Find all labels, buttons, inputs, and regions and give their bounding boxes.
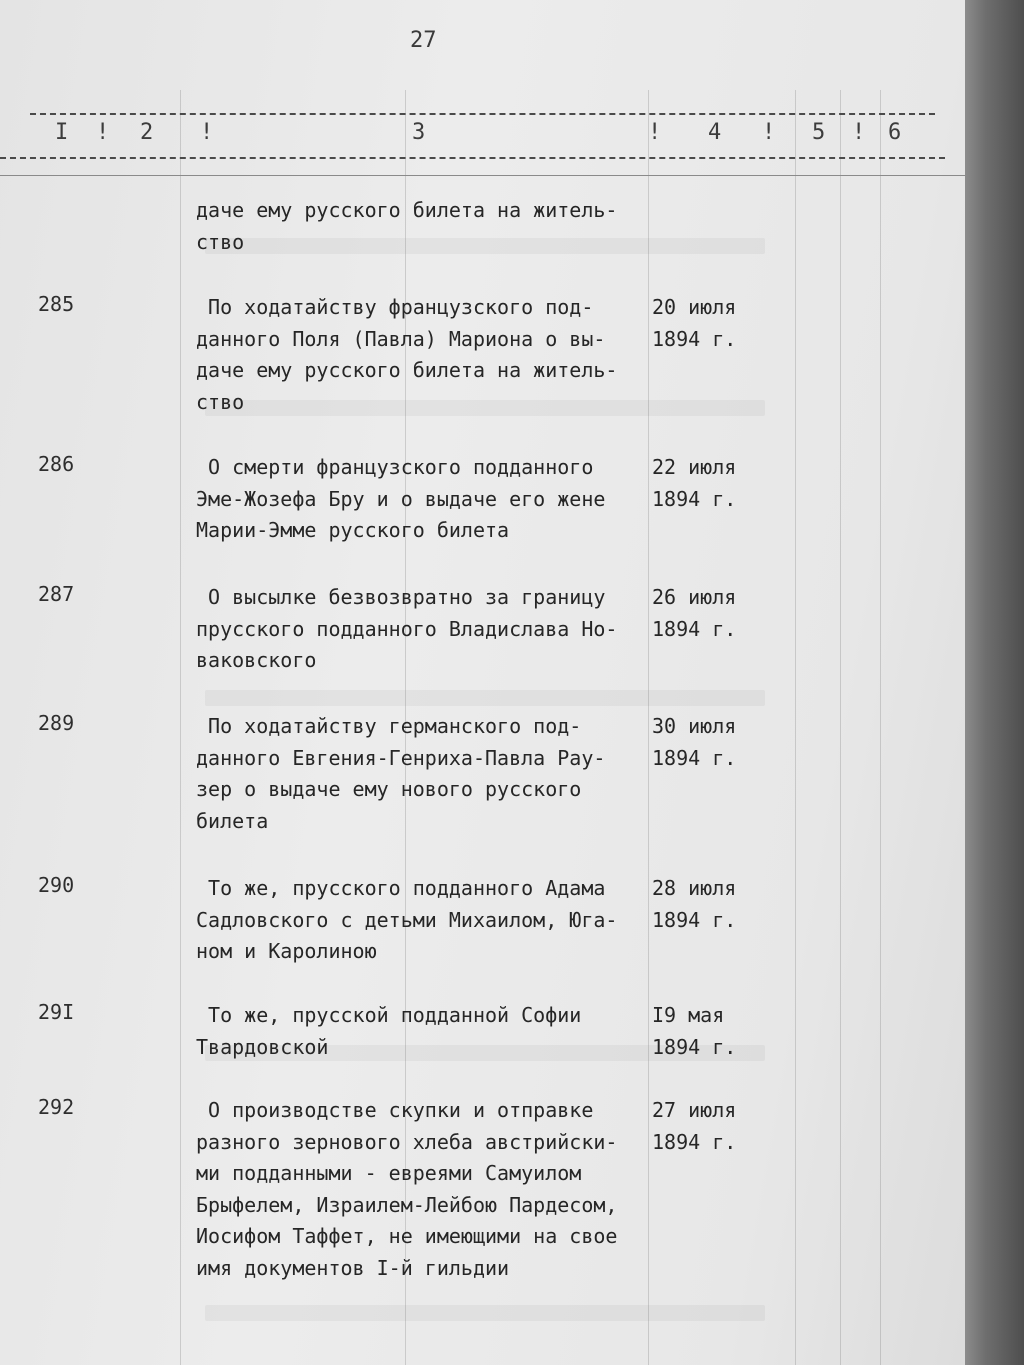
entry-line: ном и Каролиною — [196, 939, 377, 963]
entry-line: Твардовской — [196, 1034, 329, 1059]
entry-date — [652, 1000, 772, 1063]
entry-description — [196, 711, 666, 837]
entry-number: 285 — [38, 292, 75, 316]
entry-line: О высылке безвозвратно за границу — [196, 585, 606, 609]
entry-line: ми подданными - евреями Самуилом — [196, 1161, 582, 1185]
entry-line: разного зернового хлеба австрийски- — [196, 1129, 618, 1154]
entry-line: Садловского с детьми Михаилом, Юга- — [196, 907, 618, 932]
entry-number: 289 — [38, 711, 75, 735]
entry-line: Эме-Жозефа Бру и о выдаче его жене — [196, 486, 606, 511]
entry-date-year: 1894 г. — [652, 745, 737, 770]
entry-date-year: 1894 г. — [652, 1034, 737, 1059]
entry-description — [196, 452, 666, 547]
page-number: 27 — [410, 28, 437, 53]
entry-line: имя документов I-й гильдии — [196, 1255, 510, 1280]
entry-line: данного Евгения-Генриха-Павла Рау- — [196, 745, 606, 770]
show-through — [205, 690, 765, 706]
entry-number: 286 — [38, 452, 75, 476]
column-header: 5 — [812, 120, 826, 145]
entry-line: По ходатайству французского под- — [196, 295, 594, 319]
entry-line: По ходатайству германского под- — [196, 714, 582, 738]
column-separator: ! — [648, 120, 662, 145]
entry-number: 290 — [38, 873, 75, 897]
entry-date-day: 28 июля — [652, 876, 737, 900]
entry-number: 292 — [38, 1095, 75, 1119]
entry-line: ваковского — [196, 648, 317, 672]
entry-date — [652, 292, 772, 355]
entry-date — [652, 582, 772, 645]
column-line — [840, 90, 841, 1365]
column-line — [795, 90, 796, 1365]
entry-date-day: 20 июля — [652, 295, 737, 319]
column-header: 4 — [708, 120, 722, 145]
entry-line: даче ему русского билета на житель- — [196, 198, 618, 222]
entry-date-day: 26 июля — [652, 585, 737, 609]
column-header: 3 — [412, 120, 426, 145]
entry-number: 287 — [38, 582, 75, 606]
column-separator: ! — [96, 120, 110, 145]
entry-date-day: 27 июля — [652, 1098, 737, 1122]
entry-description — [196, 582, 666, 677]
entry-description — [196, 873, 666, 968]
entry-line: зер о выдаче ему нового русского — [196, 777, 582, 801]
header-top-rule — [30, 113, 935, 115]
entry-date-year: 1894 г. — [652, 1129, 737, 1154]
entry-date — [652, 452, 772, 515]
entry-line: данного Поля (Павла) Мариона о вы- — [196, 326, 606, 351]
entry-line: Марии-Эмме русского билета — [196, 518, 510, 542]
entry-line: ство — [196, 229, 245, 254]
entry-date-year: 1894 г. — [652, 616, 737, 641]
entry-date-year: 1894 г. — [652, 907, 737, 932]
column-separator: ! — [852, 120, 866, 145]
entry-date-year: 1894 г. — [652, 486, 737, 511]
entry-description — [196, 1000, 666, 1063]
entry-line: Иосифом Таффет, не имеющими на свое — [196, 1224, 618, 1248]
entry-date-day: I9 мая — [652, 1003, 725, 1027]
column-header: I — [55, 120, 69, 145]
entry-line: билета — [196, 808, 269, 833]
entry-date — [652, 873, 772, 936]
entry-date-year: 1894 г. — [652, 326, 737, 351]
entry-line: прусского подданного Владислава Но- — [196, 616, 618, 641]
column-header: 6 — [888, 120, 902, 145]
entry-date — [652, 711, 772, 774]
entry-line: даче ему русского билета на житель- — [196, 358, 618, 382]
entry-description — [196, 195, 666, 258]
show-through — [205, 1305, 765, 1321]
column-separator: ! — [762, 120, 776, 145]
entry-description — [196, 1095, 666, 1284]
entry-line: То же, прусской подданной Софии — [196, 1003, 582, 1027]
column-header: 2 — [140, 120, 154, 145]
entry-line: То же, прусского подданного Адама — [196, 876, 606, 900]
entry-line: О производстве скупки и отправке — [196, 1098, 594, 1122]
header-bottom-rule — [0, 157, 945, 159]
column-line — [180, 90, 181, 1365]
column-separator: ! — [200, 120, 214, 145]
column-line — [880, 90, 881, 1365]
header-shadow-rule — [0, 175, 965, 176]
entry-line: ство — [196, 389, 245, 414]
entry-date — [652, 1095, 772, 1158]
entry-line: О смерти французского подданного — [196, 455, 594, 479]
entry-number: 29I — [38, 1000, 75, 1024]
entry-description — [196, 292, 666, 418]
entry-date-day: 30 июля — [652, 714, 737, 738]
entry-date-day: 22 июля — [652, 455, 737, 479]
entry-line: Брыфелем, Израилем-Лейбою Пардесом, — [196, 1192, 618, 1217]
page-edge — [965, 0, 1024, 1365]
